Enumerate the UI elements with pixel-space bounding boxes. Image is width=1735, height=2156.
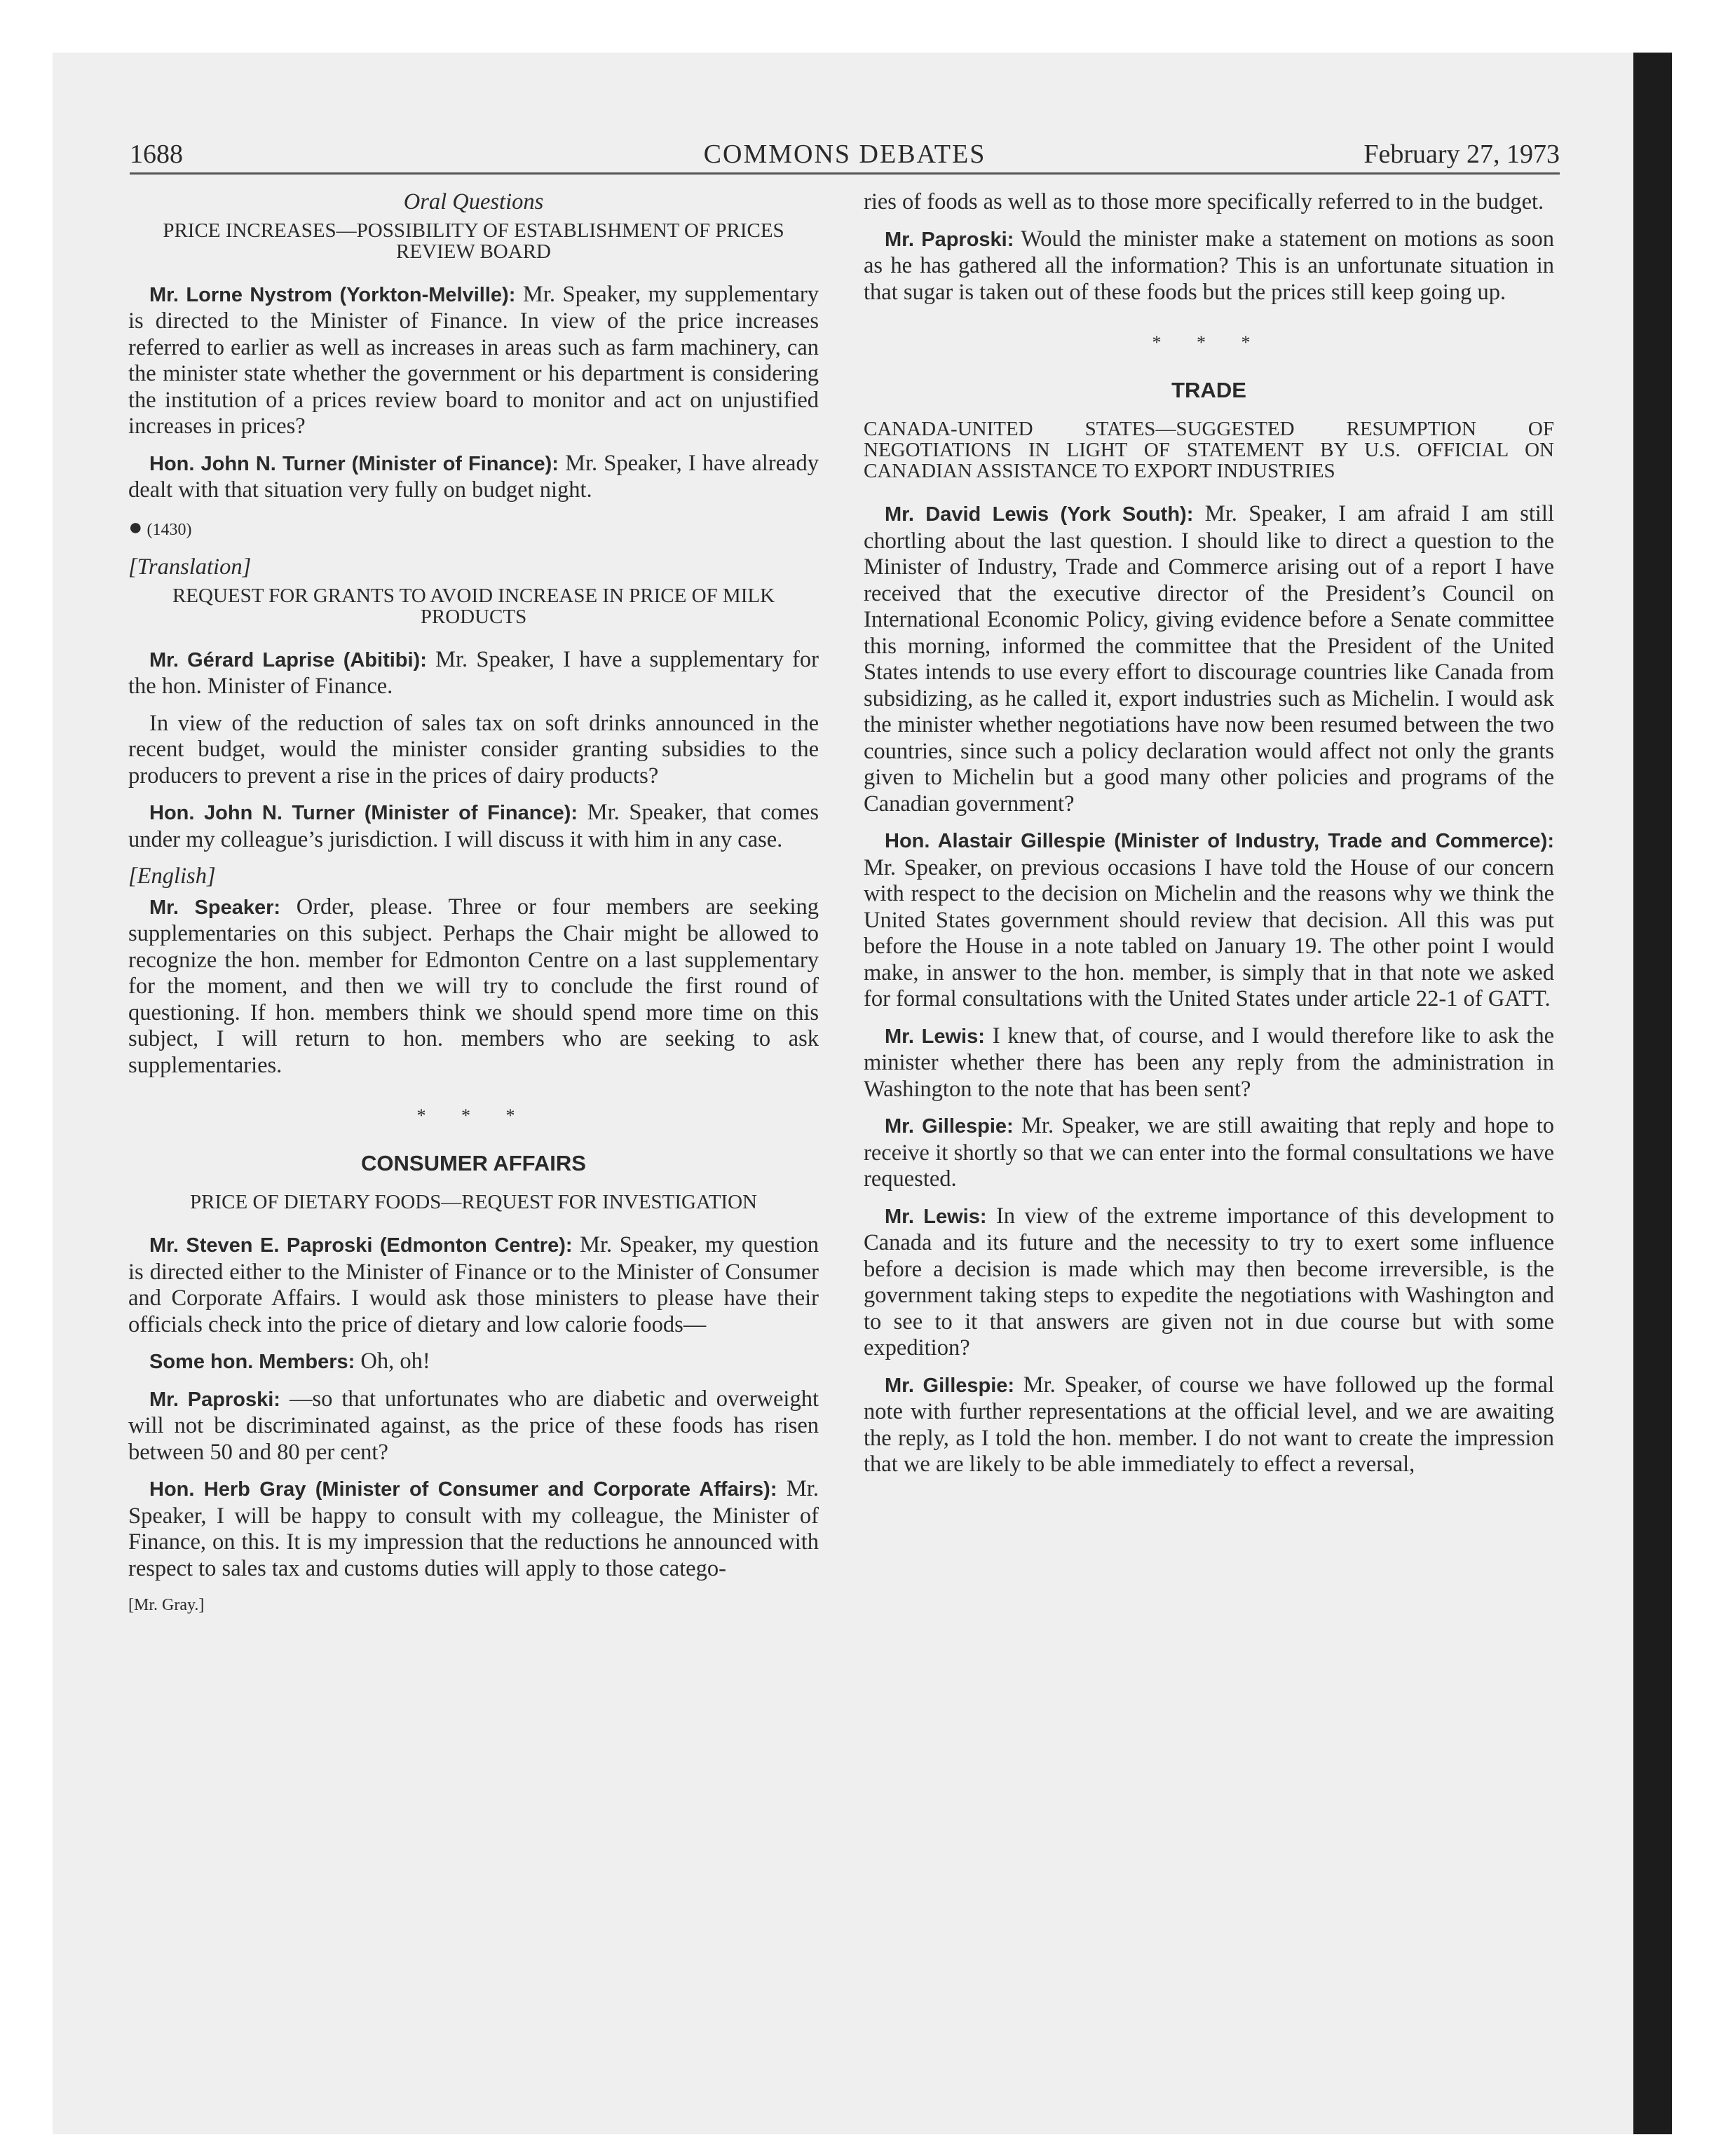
speech-text: Mr. Speaker, we are still awaiting that reply and hope to receive it shortly so that we can enter into the formal consultations we have requested.	[864, 1113, 1554, 1192]
subject-heading: REQUEST FOR GRANTS TO AVOID INCREASE IN PRICE OF MILK PRODUCTS	[172, 584, 775, 628]
speaker-name: Mr. Paproski:	[885, 228, 1014, 251]
speech-paragraph	[128, 1349, 819, 1376]
page-footnote: [Mr. Gray.]	[128, 1596, 205, 1614]
speech-paragraph: ries of foods as well as to those more specifically referred to in the budget.	[864, 189, 1544, 214]
speaker-name: Mr. Lewis:	[885, 1025, 985, 1048]
speaker-name: Some hon. Members:	[149, 1351, 355, 1373]
speech-text: Order, please. Three or four members are seeking supplementaries on this subject. Perhaps the Chair might be allowed to recognize the hon. member for Edmonton Centre on a last supplementary for the moment, and then we will try to conclude the first round of questioning. If hon. members think we should spend more time on this subject, I will return to hon. members who are seeking to ask supplementaries.	[128, 894, 819, 1078]
speech-text: Mr. Speaker, my supplementary is directed to the Minister of Finance. In view of the price increases referred to earlier as well as increases in areas such as farm machinery, can the minister state whether the government or his department is considering the institution of a prices review board to monitor and act on unjustified increases in prices?	[128, 281, 819, 439]
speaker-name: Hon. Alastair Gillespie (Minister of Industry, Trade and Commerce):	[885, 830, 1554, 852]
publication-title: COMMONS DEBATES	[703, 139, 986, 169]
speaker-name: Mr. David Lewis (York South):	[885, 503, 1194, 526]
page-date: February 27, 1973	[1363, 139, 1560, 169]
speaker-name: Mr. Lorne Nystrom (Yorkton-Melville):	[149, 283, 516, 306]
subject-heading: PRICE INCREASES—POSSIBILITY OF ESTABLISHMENT OF PRICES REVIEW BOARD	[163, 219, 784, 263]
speaker-name: Mr. Gérard Laprise (Abitibi):	[149, 648, 427, 671]
speech-paragraph	[128, 800, 819, 853]
speech-paragraph	[864, 226, 1554, 306]
time-stamp: (1430)	[147, 520, 192, 539]
speech-text: Mr. Speaker, I am afraid I am still chortling about the last question. I should like to direct a question to the Minister of Industry, Trade and Commerce arising out of a report I have received that the executive director of the President’s Council on International Economic Policy, giving evidence before a Senate committee this morning, informed the committee that the President of the United States intends to use every effort to discourage countries like Canada from subsidizing, as he called it, export industries such as Michelin. I would ask the minister whether negotiations have now been resumed between the two countries, since such a policy declaration would affect not only the grants given to Michelin but a good many other policies and programs of the Canadian government?	[864, 501, 1554, 817]
speaker-name: Mr. Lewis:	[885, 1205, 987, 1228]
speaker-name: Mr. Gillespie:	[885, 1115, 1014, 1138]
speech-text: Mr. Speaker, that comes under my colleague’s jurisdiction. I will discuss it with him in any case.	[128, 800, 819, 852]
speech-paragraph: In view of the reduction of sales tax on soft drinks announced in the recent budget, would the minister consider granting subsidies to the producers to prevent a rise in the prices of dairy products?	[128, 710, 819, 789]
topic-heading: CONSUMER AFFAIRS	[361, 1150, 586, 1175]
speech-text: In view of the extreme importance of this development to Canada and its future and the necessity to try to exert some influence before a decision is made which may then become irreversible, is the government taking steps to expedite the negotiations with Washington and to see to it that answers are given not in due course but with some expedition?	[864, 1203, 1555, 1360]
speech-paragraph	[128, 1386, 819, 1466]
language-label: [Translation]	[128, 554, 252, 580]
speech-paragraph	[864, 501, 1554, 817]
page-header	[130, 139, 1560, 175]
speech-paragraph	[128, 894, 819, 1079]
subject-heading: CANADA-UNITED STATES—SUGGESTED RESUMPTION OF NEGOTIATIONS IN LIGHT OF STATEMENT BY U.S. OFFICIAL ON CANADIAN ASSISTANCE TO EXPORT INDUSTRIES	[864, 418, 1554, 482]
speaker-name: Mr. Speaker:	[149, 896, 281, 919]
topic-heading: TRADE	[1171, 377, 1246, 402]
speech-text: Mr. Speaker, my question is directed either to the Minister of Finance or to the Minister of Consumer and Corporate Affairs. I would ask those ministers to please have their officials check into the price of dietary and low calorie foods—	[128, 1232, 819, 1337]
subject-heading: PRICE OF DIETARY FOODS—REQUEST FOR INVESTIGATION	[190, 1191, 757, 1213]
bullet-icon: ●	[128, 514, 143, 540]
speech-text: Oh, oh!	[355, 1349, 430, 1374]
speaker-name: Hon. Herb Gray (Minister of Consumer and Corporate Affairs):	[149, 1478, 777, 1501]
speech-paragraph	[864, 1023, 1554, 1103]
speech-paragraph	[864, 1372, 1554, 1478]
speech-text: Mr. Speaker, I have a supplementary for the hon. Minister of Finance.	[128, 646, 819, 699]
speaker-name: Hon. John N. Turner (Minister of Finance):	[149, 802, 578, 824]
speech-text: —so that unfortunates who are diabetic and overweight will not be discriminated against, as the price of these foods has risen between 50 and 80 per cent?	[128, 1386, 819, 1465]
section-rubric: Oral Questions	[403, 189, 544, 214]
speech-paragraph	[864, 1203, 1554, 1362]
speaker-name: Mr. Gillespie:	[885, 1374, 1015, 1397]
language-label: [English]	[128, 864, 216, 889]
speech-text: Mr. Speaker, I have already dealt with that situation very fully on budget night.	[128, 450, 819, 503]
section-separator: * * *	[1152, 332, 1266, 353]
speech-text: I knew that, of course, and I would therefore like to ask the minister whether there has been any reply from the administration in Washington to the note that has been sent?	[864, 1023, 1554, 1102]
speech-paragraph	[864, 1113, 1554, 1193]
speech-text: Mr. Speaker, on previous occasions I have told the House of our concern with respect to the decision on Michelin and the reasons why we think the United States government should review that decision. All this was put before the House in a note tabled on January 19. The other point I would make, in answer to the hon. member, is simply that in that note we asked for formal consultations with the United States under article 22-1 of GATT.	[864, 854, 1554, 1011]
speech-paragraph	[128, 451, 819, 504]
scan-edge-bar	[1633, 53, 1672, 2134]
speech-paragraph	[128, 1232, 819, 1338]
speaker-name: Mr. Steven E. Paproski (Edmonton Centre):	[149, 1234, 573, 1257]
speech-paragraph	[864, 828, 1554, 1013]
time-marker	[128, 514, 819, 544]
speech-paragraph	[128, 282, 819, 440]
speaker-name: Mr. Paproski:	[149, 1388, 280, 1411]
speaker-name: Hon. John N. Turner (Minister of Finance):	[149, 452, 559, 475]
speech-text: Mr. Speaker, I will be happy to consult with my colleague, the Minister of Finance, on this. It is my impression that the reductions he announced with respect to sales tax and customs duties will apply to those catego-	[128, 1476, 819, 1581]
speech-text: Would the minister make a statement on motions as soon as he has gathered all the information? This is an unfortunate situation in that sugar is taken out of these foods but the prices still keep going up.	[864, 226, 1554, 305]
speech-text: Mr. Speaker, of course we have followed up the formal note with further representations at the official level, and we are awaiting the reply, as I told the hon. member. I do not want to create the impression that we are likely to be able immediately to effect a reversal,	[864, 1372, 1554, 1477]
page-number: 1688	[130, 139, 183, 169]
left-column	[128, 189, 819, 1619]
speech-paragraph	[128, 1476, 819, 1582]
right-column	[864, 189, 1554, 1489]
speech-paragraph	[128, 647, 819, 700]
section-separator: * * *	[416, 1105, 531, 1126]
